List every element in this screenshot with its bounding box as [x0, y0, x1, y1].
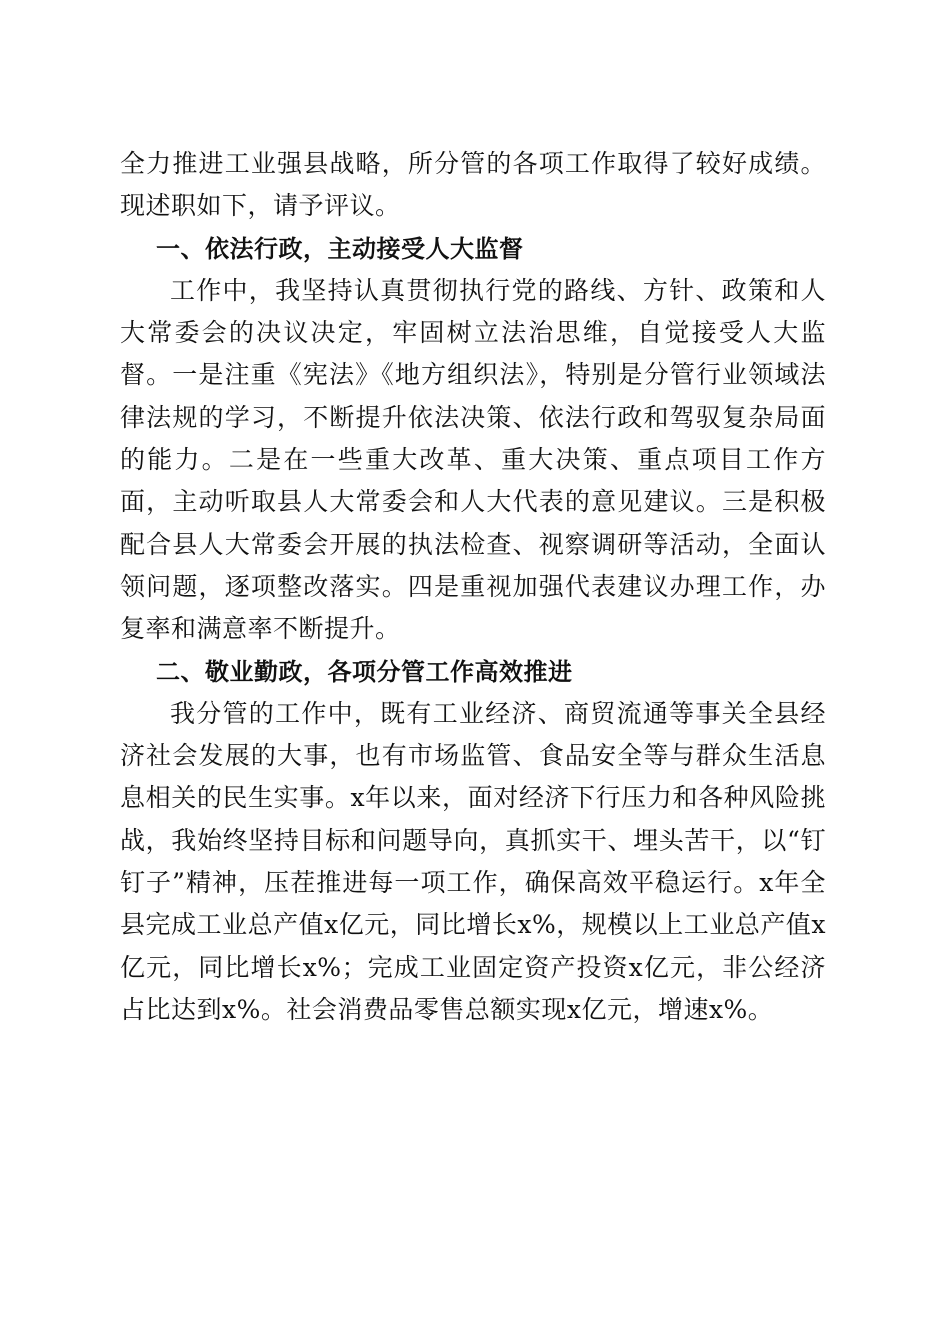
- intro-paragraph: 全力推进工业强县战略，所分管的各项工作取得了较好成绩。现述职如下，请予评议。: [120, 149, 826, 221]
- section-2-paragraph: 我分管的工作中，既有工业经济、商贸流通等事关全县经济社会发展的大事，也有市场监管、食品安全等与群众生活息息相关的民生实事。x年以来，面对经济下行压力和各种风险挑战，我始终坚持目标和问题导向，真抓实干、埋头苦干，以“钉钉子”精神，压茬推进每一项工作，确保高效平稳运行。x年全县完成工业总产值x亿元，同比增长x%，规模以上工业总产值x亿元，同比增长x%；完成工业固定资产投资x亿元，非公经济占比达到x%。社会消费品零售总额实现x亿元，增速x%。: [120, 698, 826, 1024]
- document-page: [120, 143, 826, 1031]
- section-heading-2: 二、敬业勤政，各项分管工作高效推进: [156, 657, 573, 686]
- section-heading-1: 一、依法行政，主动接受人大监督: [156, 234, 524, 263]
- section-1-paragraph: 工作中，我坚持认真贯彻执行党的路线、方针、政策和人大常委会的决议决定，牢固树立法治思维，自觉接受人大监督。一是注重《宪法》《地方组织法》，特别是分管行业领域法律法规的学习，不断提升依法决策、依法行政和驾驭复杂局面的能力。二是在一些重大改革、重大决策、重点项目工作方面，主动听取县人大常委会和人大代表的意见建议。三是积极配合县人大常委会开展的执法检查、视察调研等活动，全面认领问题，逐项整改落实。四是重视加强代表建议办理工作，办复率和满意率不断提升。: [120, 275, 826, 644]
